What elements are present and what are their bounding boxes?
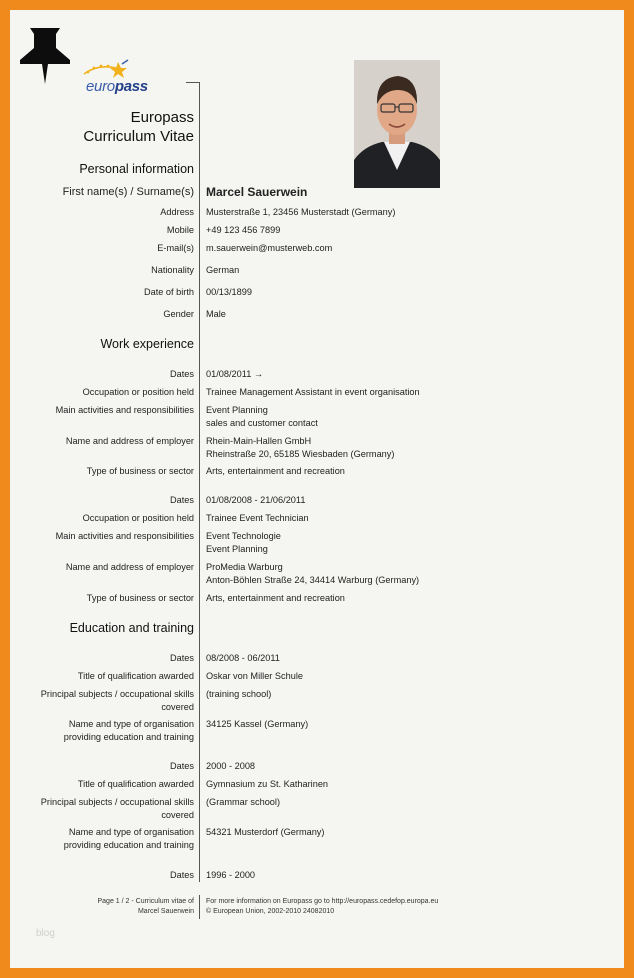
- europass-logo-text: europass: [86, 78, 148, 95]
- person-name: Marcel Sauerwein: [206, 185, 308, 199]
- work-dates-label: Dates: [169, 369, 194, 379]
- activities-value: Event Planning sales and customer contact: [206, 405, 318, 428]
- work-dates-value: 01/08/2011 →: [206, 369, 264, 379]
- profile-photo: [354, 60, 440, 188]
- qualification-value: Oskar von Miller Schule: [206, 671, 304, 681]
- section-personal-information: Personal information: [79, 162, 194, 176]
- activities-label: Main activities and responsibilities: [55, 405, 194, 415]
- work-dates-label: Dates: [169, 495, 194, 505]
- date-of-birth-label: Date of birth: [143, 287, 194, 297]
- gender-value: Male: [206, 309, 226, 319]
- education-dates-label: Dates: [169, 870, 194, 880]
- qualification-value: Gymnasium zu St. Katharinen: [206, 779, 329, 789]
- nationality-value: German: [206, 265, 240, 275]
- cv-title: Europass Curriculum Vitae: [83, 109, 194, 145]
- occupation-value: Trainee Management Assistant in event organisation: [206, 387, 420, 397]
- address-value: Musterstraße 1, 23456 Musterstadt (Germany): [206, 207, 396, 217]
- qualification-label: Title of qualification awarded: [77, 779, 194, 789]
- subjects-label: Principal subjects / occupational skills covered: [40, 797, 194, 820]
- education-dates-label: Dates: [169, 761, 194, 771]
- address-label: Address: [160, 207, 194, 217]
- watermark-text: blog: [36, 928, 55, 939]
- work-dates-value: 01/08/2008 - 21/06/2011: [206, 495, 306, 505]
- occupation-value: Trainee Event Technician: [206, 513, 309, 523]
- organisation-label: Name and type of organisation providing education and training: [63, 719, 194, 742]
- activities-label: Main activities and responsibilities: [55, 531, 194, 541]
- section-education-training: Education and training: [69, 621, 194, 635]
- subjects-label: Principal subjects / occupational skills covered: [40, 689, 194, 712]
- organisation-value: 54321 Musterdorf (Germany): [206, 827, 325, 837]
- nationality-label: Nationality: [151, 265, 194, 275]
- education-dates-value: 1996 - 2000: [206, 870, 256, 880]
- divider-tick: [186, 82, 200, 83]
- employer-value: ProMedia Warburg Anton-Böhlen Straße 24, 34414 Warburg (Germany): [206, 562, 420, 585]
- mobile-label: Mobile: [166, 225, 194, 235]
- subjects-value: (Grammar school): [206, 797, 281, 807]
- education-dates-value: 2000 - 2008: [206, 761, 256, 771]
- date-of-birth-value: 00/13/1899: [206, 287, 252, 297]
- education-dates-value: 08/2008 - 06/2011: [206, 653, 280, 663]
- business-label: Type of business or sector: [86, 593, 194, 603]
- email-label: E-mail(s): [157, 243, 194, 253]
- occupation-label: Occupation or position held: [82, 387, 194, 397]
- employer-value: Rhein-Main-Hallen GmbH Rheinstraße 20, 65185 Wiesbaden (Germany): [206, 436, 395, 459]
- business-label: Type of business or sector: [86, 466, 194, 476]
- vertical-divider: [199, 82, 200, 882]
- section-work-experience: Work experience: [100, 337, 194, 351]
- footer-divider: [199, 895, 200, 919]
- education-dates-label: Dates: [169, 653, 194, 663]
- qualification-label: Title of qualification awarded: [77, 671, 194, 681]
- organisation-label: Name and type of organisation providing education and training: [63, 827, 194, 850]
- activities-value: Event Technologie Event Planning: [206, 531, 281, 554]
- mobile-value: +49 123 456 7899: [206, 225, 281, 235]
- push-pin-icon: [18, 26, 72, 86]
- organisation-value: 34125 Kassel (Germany): [206, 719, 309, 729]
- subjects-value: (training school): [206, 689, 272, 699]
- name-label: First name(s) / Surname(s): [62, 186, 194, 198]
- email-value: m.sauerwein@musterweb.com: [206, 243, 333, 253]
- gender-label: Gender: [163, 309, 194, 319]
- footer-page-info: Page 1 / 2 - Curriculum vitae of Marcel Sauerwein: [97, 898, 194, 915]
- employer-label: Name and address of employer: [65, 436, 194, 446]
- occupation-label: Occupation or position held: [82, 513, 194, 523]
- business-value: Arts, entertainment and recreation: [206, 593, 345, 603]
- footer-europass-info: For more information on Europass go to http://europass.cedefop.europa.eu © European Union, 2002-2010 24082010: [206, 898, 439, 915]
- business-value: Arts, entertainment and recreation: [206, 466, 345, 476]
- employer-label: Name and address of employer: [65, 562, 194, 572]
